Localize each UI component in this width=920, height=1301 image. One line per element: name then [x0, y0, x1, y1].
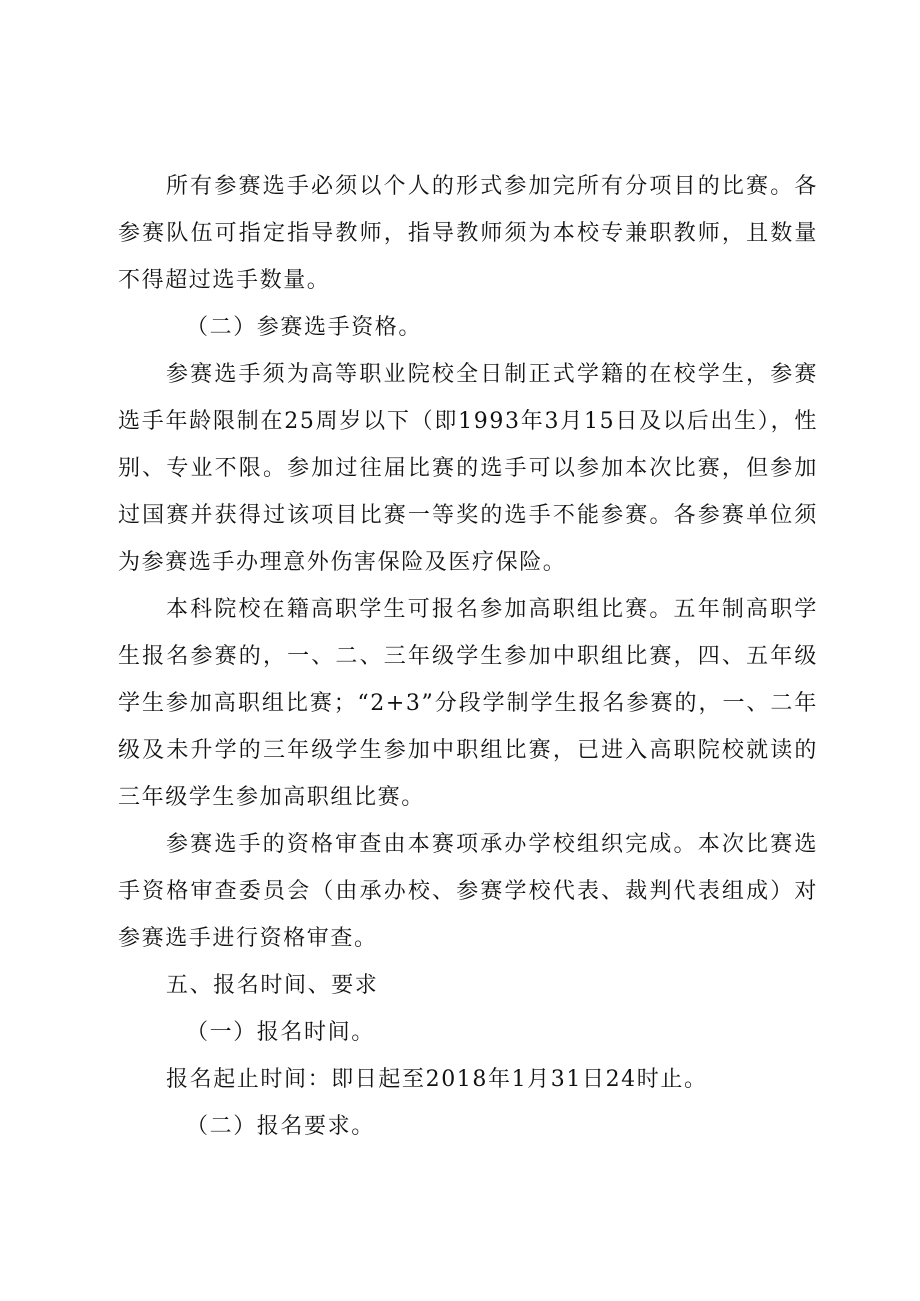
paragraph-group-rules: 本科院校在籍高职学生可报名参加高职组比赛。五年制高职学生报名参赛的，一、二、三年级学生参加中职组比赛，四、五年级学生参加高职组比赛；“2+3”分段学制学生报名参赛的，一、二年级及未升学的三年级学生参加中职组比赛，已进入高职院校就读的三年级学生参加高职组比赛。 — [118, 597, 818, 810]
section-heading-eligibility: （二）参赛选手资格。 — [186, 315, 423, 340]
section-heading-registration-requirements: （二）报名要求。 — [186, 1114, 375, 1139]
paragraph-qualification-review: 参赛选手的资格审查由本赛项承办学校组织完成。本次比赛选手资格审查委员会（由承办校、参赛学校代表、裁判代表组成）对参赛选手进行资格审查。 — [118, 832, 818, 951]
paragraph-team-rules: 所有参赛选手必须以个人的形式参加完所有分项目的比赛。各参赛队伍可指定指导教师，指导教师须为本校专兼职教师，且数量不得超过选手数量。 — [118, 174, 818, 293]
document-body — [118, 163, 818, 1150]
section-heading-registration-time: （一）报名时间。 — [186, 1020, 375, 1045]
paragraph-registration-deadline: 报名起止时间：即日起至2018年1月31日24时止。 — [166, 1067, 708, 1092]
paragraph-eligibility: 参赛选手须为高等职业院校全日制正式学籍的在校学生，参赛选手年龄限制在25周岁以下（即1993年3月15日及以后出生），性别、专业不限。参加过往届比赛的选手可以参加本次比赛，但参加过国赛并获得过该项目比赛一等奖的选手不能参赛。各参赛单位须为参赛选手办理意外伤害保险及医疗保险。 — [118, 362, 818, 575]
section-heading-registration: 五、报名时间、要求 — [166, 973, 379, 998]
